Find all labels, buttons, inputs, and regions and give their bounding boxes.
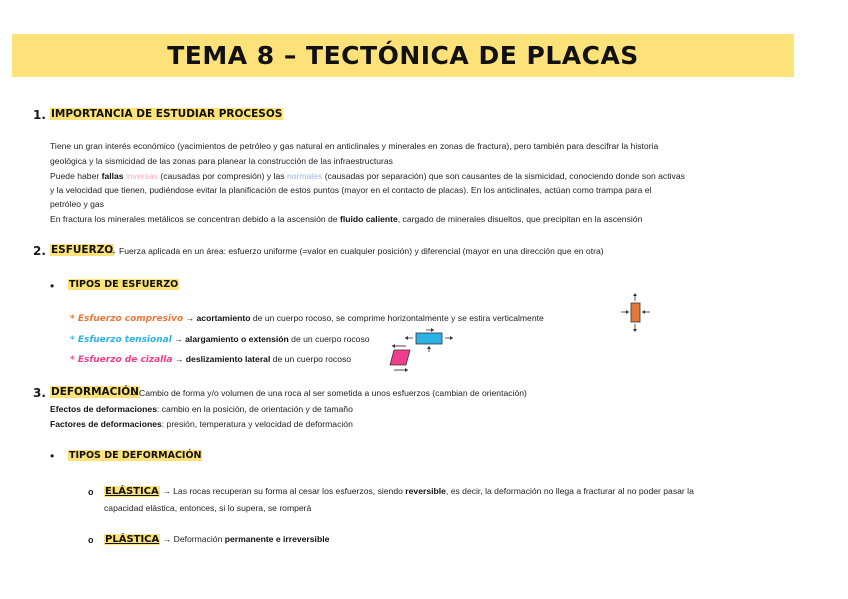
elastica-line-1 [104, 486, 694, 497]
s1-line-3-a: Puede haber [50, 171, 102, 181]
s1-line-1: Tiene un gran interés económico (yacimientos de petróleo y gas natural en anticlinales y minerales en zonas de fractura), pero también para descifrar la historia [50, 141, 659, 151]
esfuerzo-tensional-bold: alargamiento o extensión [185, 334, 289, 344]
elastica-line-2: capacidad elástica, entonces, si lo supera, se romperá [104, 503, 312, 513]
page-title: TEMA 8 – TECTÓNICA DE PLACAS [167, 41, 639, 70]
tipos-deformacion-heading [68, 450, 202, 461]
compresivo-diagram [614, 292, 654, 334]
s1-line-6-a: En fractura los minerales metálicos se concentran debido a la ascensión de [50, 214, 340, 224]
plastica-label: PLÁSTICA [105, 534, 160, 545]
section-2-heading-text: ESFUERZO [51, 244, 114, 256]
factores-label: Factores de deformaciones [50, 419, 162, 429]
factores-line [50, 419, 353, 429]
ring-bullet: o [88, 487, 94, 497]
ring-bullet: o [88, 535, 94, 545]
s1-line-5: petróleo y gas [50, 199, 104, 209]
s1-line-6-c: , cargado de minerales disueltos, que precipitan en la ascensión [397, 214, 643, 224]
esfuerzo-tensional-row [70, 334, 370, 345]
section-3-number: 3. [33, 386, 46, 400]
elastica-label: ELÁSTICA [105, 486, 159, 497]
esfuerzo-compresivo-row [70, 313, 544, 324]
bullet-dot: • [50, 449, 55, 463]
arrow: → [174, 334, 183, 344]
s1-line-3 [50, 171, 685, 181]
bullet-dot: • [50, 279, 55, 293]
section-1-heading [50, 108, 283, 120]
s1-line-3-f: (causadas por separación) que son causantes de la sismicidad, conociendo donde son activas [322, 171, 685, 181]
tipos-esfuerzo-heading [68, 279, 179, 290]
esfuerzo-compresivo-rest: de un cuerpo rocoso, se comprime horizontalmente y se estira verticalmente [250, 313, 544, 323]
esfuerzo-cizalla-row [70, 354, 351, 365]
s1-line-3-normales: normales [286, 171, 323, 181]
section-3-heading [50, 386, 140, 398]
efectos-text: : cambio en la posición, de orientación y de tamaño [156, 404, 353, 414]
s1-line-3-d: (causadas por compresión) y las [157, 171, 287, 181]
esfuerzo-cizalla-label: * Esfuerzo de cizalla [70, 355, 173, 365]
tipos-esfuerzo-heading-text: TIPOS DE ESFUERZO [69, 279, 179, 290]
section-2-number: 2. [33, 244, 46, 258]
s1-line-3-inversas: inversas [125, 171, 158, 181]
s1-line-3-fallas: fallas [101, 171, 124, 181]
s1-line-2: geológica y la sismicidad de las zonas para planear la construcción de las infraestructuras [50, 156, 393, 166]
factores-text: : presión, temperatura y velocidad de deformación [161, 419, 353, 429]
arrow: → [185, 313, 195, 323]
plastica-permanente: permanente e irreversible [224, 534, 330, 544]
section-3-description: → Cambio de forma y/o volumen de una roca al ser sometida a unos esfuerzos (cambian de orientación) [128, 388, 527, 398]
section-3-heading-text: DEFORMACIÓN [51, 386, 139, 398]
esfuerzo-tensional-rest: de un cuerpo rocoso [288, 334, 370, 344]
elastica-reversible: reversible [405, 486, 446, 496]
s1-line-6 [50, 214, 642, 224]
section-1-number: 1. [33, 108, 46, 122]
cizalla-diagram [386, 343, 416, 373]
esfuerzo-compresivo-label: * Esfuerzo compresivo [70, 314, 184, 324]
section-2-heading [50, 244, 114, 256]
s1-line-6-fluido: fluido caliente [339, 214, 398, 224]
section-2-description: → Fuerza aplicada en un área: esfuerzo uniforme (=valor en cualquier posición) y diferencial (mayor en una dirección que en otra) [108, 246, 604, 256]
elastica-text-c: , es decir, la deformación no llega a fracturar al no poder pasar la [445, 486, 694, 496]
esfuerzo-cizalla-rest: de un cuerpo rocoso [270, 354, 352, 364]
plastica-text-a: → Deformación [162, 534, 225, 544]
plastica-line [104, 534, 329, 545]
esfuerzo-cizalla-bold: deslizamiento lateral [185, 354, 271, 364]
tipos-deformacion-heading-text: TIPOS DE DEFORMACIÓN [69, 450, 202, 461]
section-1-heading-text: IMPORTANCIA DE ESTUDIAR PROCESOS [51, 108, 283, 120]
s1-line-4: y la velocidad que tienen, pudiéndose evitar la planificación de estos puntos (mayor en el contacto de placas). En los anticlinales, actúan como trampa para el [50, 185, 652, 195]
arrow: → [174, 354, 184, 364]
elastica-text-a: → Las rocas recuperan su forma al cesar los esfuerzos, siendo [162, 486, 406, 496]
efectos-label: Efectos de deformaciones [50, 404, 157, 414]
esfuerzo-tensional-label: * Esfuerzo tensional [70, 335, 172, 345]
efectos-line [50, 404, 353, 414]
esfuerzo-compresivo-bold: acortamiento [196, 313, 251, 323]
